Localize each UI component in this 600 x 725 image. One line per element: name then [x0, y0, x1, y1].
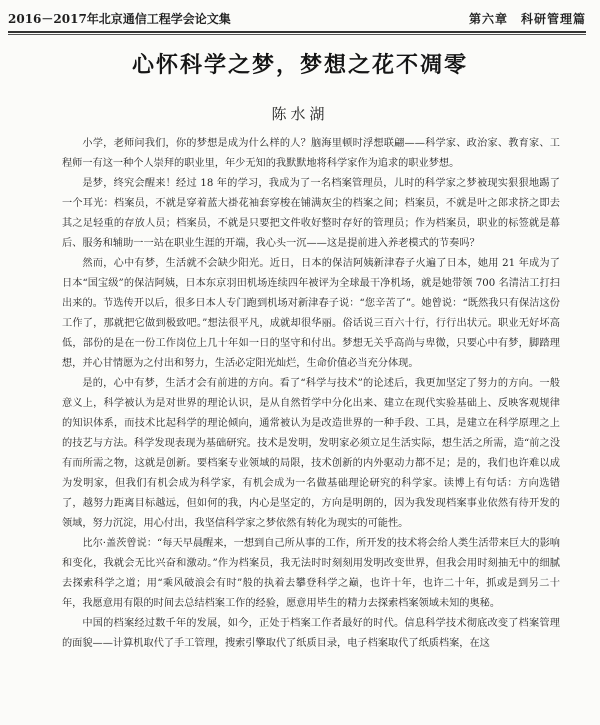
header-rule	[8, 31, 586, 33]
paragraph: 是梦，终究会醒来！经过 18 年的学习，我成为了一名档案管理员，儿时的科学家之梦被现实狠狠地踢了一个耳光：档案员，不就是穿着蓝大褂花袖套穿梭在铺满灰尘的档案之间；档案员，不就是叶之郎求挤之即去其之足轻重的存放人员；档案员，不就是只要把文件收好整时存好的管理员；作为档案员，职业的标签就是幕后、服务和辅助一一站在职业生涯的开端，我心头一沉——这是提前进入养老模式的节奏吗？	[62, 178, 560, 249]
paragraph: 小学，老师问我们，你的梦想是成为什么样的人？脑海里顿时浮想联翩——科学家、政治家、教育家、工程师一有这一种个人崇拜的职业里，年少无知的我默默地将科学家作为追求的职业梦想。	[62, 138, 560, 169]
paragraph: 比尔·盖茨曾说：“每天早晨醒来，一想到自己所从事的工作，所开发的技术将会给人类生活带来巨大的影响和变化，我就会无比兴奋和激动。”作为档案员，我无法时时刻刻用发明改变世界，但我会用时刻抽无中的细腻去探索科学之道；用“乘风破浪会有时”般的执着去攀登科学之巅，也许十年，也许二十年，抓或是到另二十年，我愿意用有限的时间去总结档案工作的经验，愿意用毕生的精力去探索档案领域未知的奥秘。	[62, 538, 560, 609]
running-header	[8, 8, 586, 28]
header-book-title: 2016－2017年北京通信工程学会论文集	[8, 11, 231, 26]
paragraph: 是的，心中有梦，生活才会有前进的方向。看了“科学与技术”的论述后，我更加坚定了努力的方向。一般意义上，科学被认为是对世界的理论认识，是从自然哲学中分化出来、建立在现代实验基础上、反映客观规律的知识体系，而技术比起科学的理论倾向，通常被认为是改造世界的一种手段、工具，是建立在科学原理之上的技艺与方法。科学发现表现为基础研究。技术是发明，发明家必须立足生活实际，想生活之所需，造“前之没有而所需之物，这就是创新。要档案专业领域的局限，技术创新的内外驱动力都不足；是的，我们也许难以成为发明家，但我们有机会成为科学家，有机会成为一名做基础理论研究的科学家。读博上有句话：方向选错了，越努力距离目标越远，但如何的我，内心是坚定的，方向是明朗的，因为我发现档案事业依然有待开发的领域，努力沉淀，用心付出，我坚信科学家之梦依然有转化为现实的可能性。	[62, 378, 560, 529]
article-author: 陈水湖	[271, 105, 329, 123]
article-body	[62, 134, 560, 654]
paragraph: 中国的档案经过数千年的发展，如今，正处于档案工作者最好的时代。信息科学技术彻底改变了档案管理的面貌——计算机取代了手工管理，搜索引擎取代了纸质目录，电子档案取代了纸质档案，在这	[62, 618, 560, 649]
paragraph: 然而，心中有梦，生活就不会缺少阳光。近日，日本的保洁阿姨新津春子火遍了日本，她用 21 年成为了日本“国宝级”的保洁阿姨，日本东京羽田机场连续四年被评为全球最干净机场，就是她带领 700 名清洁工打扫出来的。节选传开以后，很多日本人专门跑到机场对新津春子说：“您辛苦了”。她曾说：“既然我只有保洁这份工作了，那就把它做到极致吧。”想法很平凡，成就却很华丽。俗话说三百六十行，行行出状元。职业无好坏高低，部份的是在一份工作岗位上几十年如一日的坚守和付出。梦想无关乎高尚与卑微，只要心中有梦，脚踏理想，并心甘情愿为之付出和努力，生活必定阳光灿烂，生命价值必当充分体现。	[62, 258, 560, 369]
header-rule-thin	[8, 34, 586, 35]
header-chapter: 第六章 科研管理篇	[468, 11, 586, 26]
article-title: 心怀科学之梦，梦想之花不凋零	[131, 52, 468, 78]
